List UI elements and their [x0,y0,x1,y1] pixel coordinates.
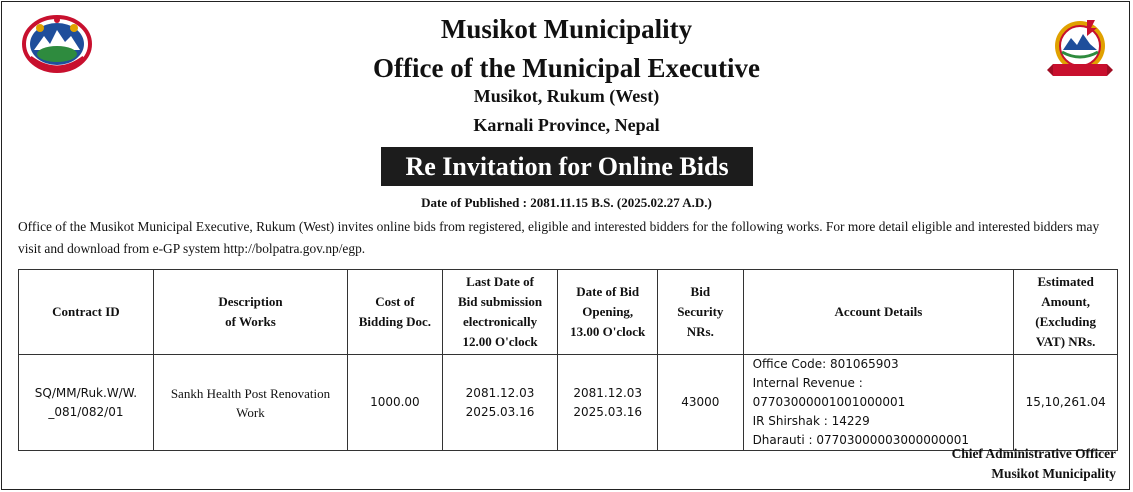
header-contract-id: Contract ID [19,270,154,355]
address-line-2: Karnali Province, Nepal [473,115,660,135]
cell-estimated: 15,10,261.04 [1014,355,1118,451]
signature-title: Chief Administrative Officer [951,446,1116,461]
table-header-row [19,270,1118,355]
cell-opening: 2081.12.03 2025.03.16 [558,355,658,451]
notice-title: Re Invitation for Online Bids [381,147,753,186]
cell-security: 43000 [658,355,744,451]
cell-contract-id: SQ/MM/Ruk.W/W. _081/082/01 [19,355,154,451]
office-name: Office of the Municipal Executive [373,53,760,83]
header-description: Description of Works [153,270,347,355]
signature-org: Musikot Municipality [991,466,1116,481]
header-estimated: Estimated Amount, (Excluding VAT) NRs. [1014,270,1118,355]
bids-table [18,269,1118,451]
organization-name: Musikot Municipality [440,14,693,44]
cell-description: Sankh Health Post Renovation Work [153,355,347,451]
cell-last-date: 2081.12.03 2025.03.16 [442,355,558,451]
header-security: Bid Security NRs. [658,270,744,355]
table-row [19,355,1118,451]
header-cost: Cost of Bidding Doc. [348,270,443,355]
intro-paragraph: Office of the Musikot Municipal Executive, Rukum (West) invites online bids from registered, eligible and interested bidders for the following works. For more detail eligible and interested bidders may visit and download from e-GP system http://bolpatra.gov.np/egp. [18,219,1100,256]
address-line-1: Musikot, Rukum (West) [473,86,660,106]
header-last-date: Last Date of Bid submission electronically 12.00 O'clock [442,270,558,355]
publish-date: Date of Published : 2081.11.15 B.S. (2025.02.27 A.D.) [421,195,712,210]
cell-account: Office Code: 801065903 Internal Revenue : 07703000001001000001 IR Shirshak : 14229 Dharauti : 07703000003000000001 [743,355,1014,451]
cell-cost: 1000.00 [348,355,443,451]
header-account: Account Details [743,270,1014,355]
header-opening: Date of Bid Opening, 13.00 O'clock [558,270,658,355]
